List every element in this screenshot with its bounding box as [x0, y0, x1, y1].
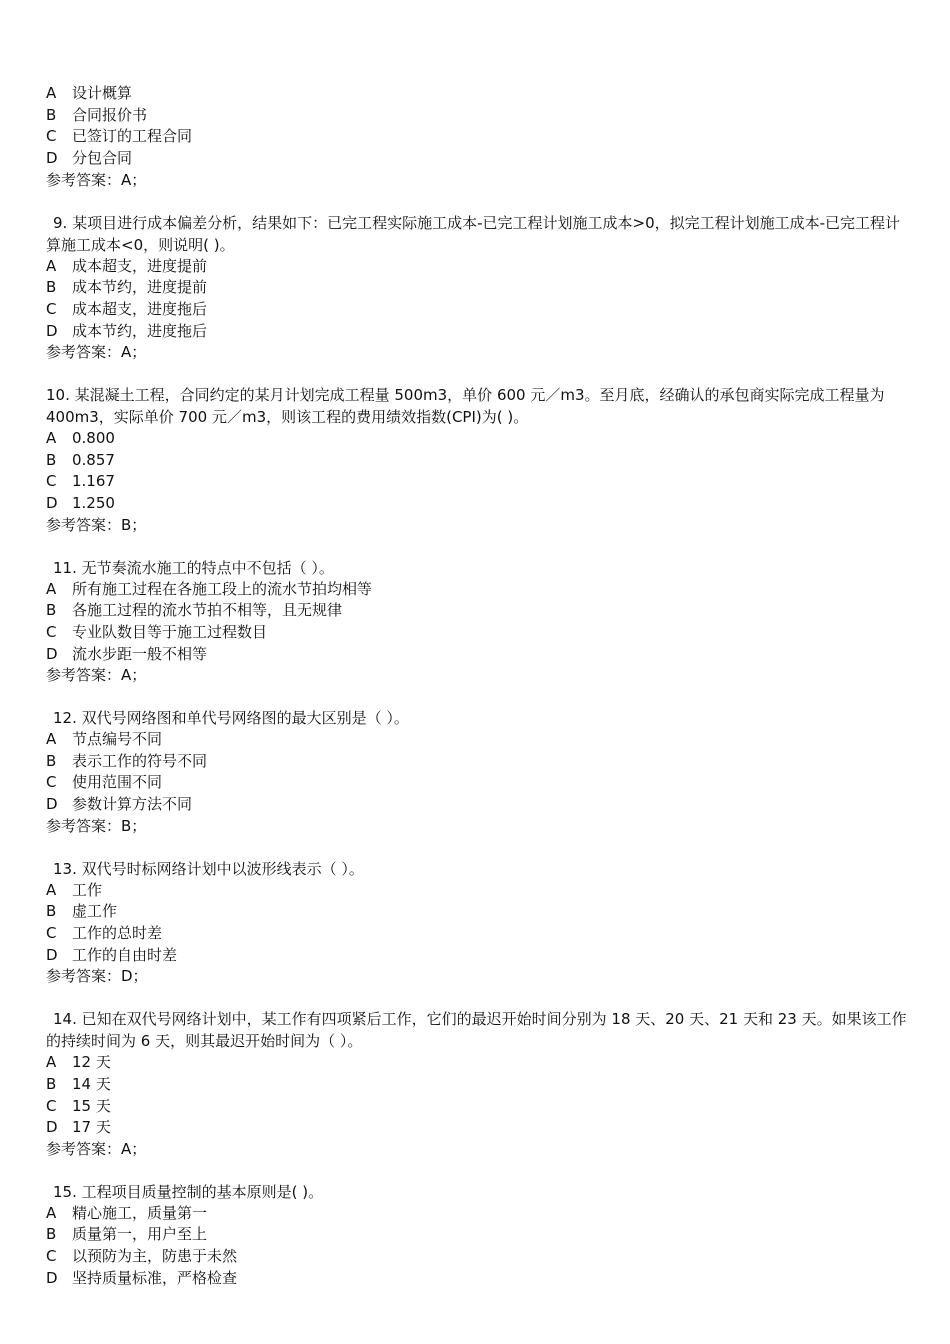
- option-a: A 12 天: [46, 1053, 111, 1072]
- question-9: [46, 212, 908, 365]
- option-b: B 0.857: [46, 450, 115, 469]
- option-d: D 工作的自由时差: [46, 945, 178, 964]
- carryover-question: [46, 83, 908, 192]
- option-c: C 已签订的工程合同: [46, 127, 193, 146]
- option-b: B 成本节约，进度提前: [46, 278, 208, 297]
- question-stem: 15. 工程项目质量控制的基本原则是( )。: [53, 1182, 324, 1201]
- option-c: C 使用范围不同: [46, 773, 163, 792]
- question-11: [46, 557, 908, 688]
- option-d: D 分包合同: [46, 149, 133, 168]
- question-stem: 9. 某项目进行成本偏差分析，结果如下：已完工程实际施工成本-已完工程计划施工成本>0，拟完工程计划施工成本-已完工程计算施工成本<0，则说明( )。: [46, 213, 901, 254]
- option-d: D 参数计算方法不同: [46, 795, 193, 814]
- question-13: [46, 858, 908, 989]
- option-c: C 15 天: [46, 1096, 111, 1115]
- option-c: C 专业队数目等于施工过程数目: [46, 622, 268, 641]
- option-a: A 节点编号不同: [46, 730, 163, 749]
- answer-text: 参考答案：A；: [46, 666, 147, 685]
- answer-text: 参考答案：B；: [46, 515, 147, 534]
- option-b: B 质量第一，用户至上: [46, 1225, 208, 1244]
- option-d: D 成本节约，进度拖后: [46, 321, 208, 340]
- question-15: [46, 1181, 908, 1290]
- answer-text: 参考答案：B；: [46, 816, 147, 835]
- option-a: A 设计概算: [46, 84, 133, 102]
- option-a: A 0.800: [46, 429, 115, 448]
- option-c: C 工作的总时差: [46, 923, 163, 942]
- option-c: C 以预防为主，防患于未然: [46, 1247, 238, 1266]
- document-page: [46, 83, 908, 1309]
- option-a: A 工作: [46, 880, 103, 899]
- answer-text: 参考答案：A；: [46, 1139, 147, 1158]
- question-stem: 13. 双代号时标网络计划中以波形线表示（ ）。: [53, 859, 364, 878]
- answer-text: 参考答案：D；: [46, 967, 148, 986]
- option-d: D 1.250: [46, 494, 115, 513]
- question-stem: 10. 某混凝土工程，合同约定的某月计划完成工程量 500m3，单价 600 元／m3。至月底，经确认的承包商实际完成工程量为 400m3，实际单价 700 元／m3，则该工程的费用绩效指数(CPI)为( )。: [46, 386, 885, 427]
- question-stem: 11. 无节奏流水施工的特点中不包括（ ）。: [53, 558, 334, 577]
- question-12: [46, 707, 908, 838]
- option-c: C 成本超支，进度拖后: [46, 299, 208, 318]
- question-10: [46, 384, 908, 537]
- option-b: B 14 天: [46, 1074, 111, 1093]
- question-stem: 14. 已知在双代号网络计划中，某工作有四项紧后工作，它们的最迟开始时间分别为 18 天、20 天、21 天和 23 天。如果该工作的持续时间为 6 天，则其最迟开始时间为（ ）。: [46, 1010, 907, 1051]
- option-a: A 精心施工，质量第一: [46, 1203, 208, 1222]
- option-b: B 合同报价书: [46, 105, 148, 124]
- option-d: D 坚持质量标准，严格检查: [46, 1268, 238, 1287]
- option-c: C 1.167: [46, 472, 115, 491]
- answer-text: 参考答案：A；: [46, 170, 147, 189]
- option-b: B 表示工作的符号不同: [46, 751, 208, 770]
- question-14: [46, 1008, 908, 1161]
- option-b: B 虚工作: [46, 902, 118, 921]
- option-d: D 流水步距一般不相等: [46, 644, 208, 663]
- option-b: B 各施工过程的流水节拍不相等，且无规律: [46, 601, 343, 620]
- option-a: A 成本超支，进度提前: [46, 256, 208, 275]
- answer-text: 参考答案：A；: [46, 343, 147, 362]
- option-d: D 17 天: [46, 1118, 111, 1137]
- question-stem: 12. 双代号网络图和单代号网络图的最大区别是（ ）。: [53, 709, 409, 728]
- option-a: A 所有施工过程在各施工段上的流水节拍均相等: [46, 579, 373, 598]
